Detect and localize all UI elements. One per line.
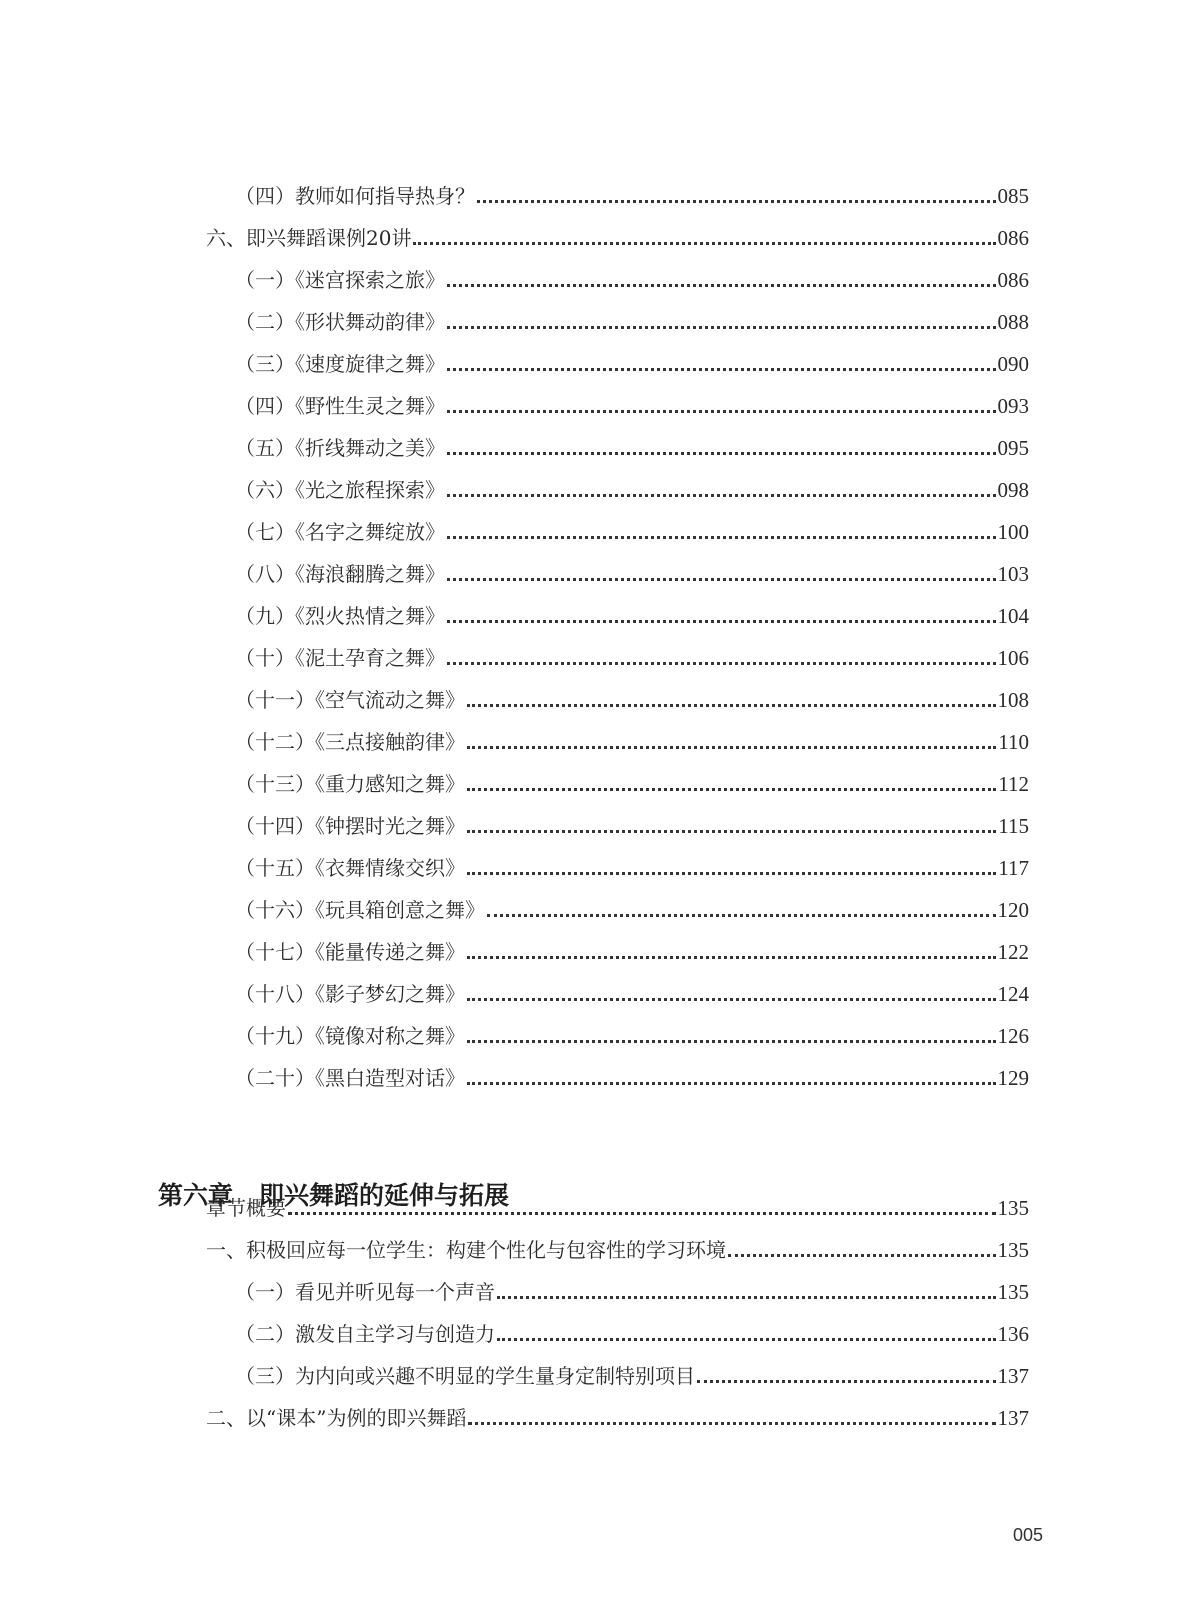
- toc-entry[interactable]: [206, 225, 1029, 251]
- toc-entry[interactable]: [235, 729, 1029, 755]
- toc-entry-page: 135: [997, 1196, 1029, 1220]
- toc-entry-page: 100: [997, 520, 1029, 544]
- toc-entry-label: （二）激发自主学习与创造力: [235, 1322, 495, 1346]
- toc-entry[interactable]: [235, 1023, 1029, 1049]
- dot-leader: [728, 1254, 996, 1257]
- toc-entry-page: 086: [997, 268, 1029, 292]
- toc-entry-page: 104: [997, 604, 1029, 628]
- dot-leader: [447, 536, 996, 539]
- toc-entry[interactable]: [235, 855, 1029, 881]
- dot-leader: [447, 326, 996, 329]
- toc-entry[interactable]: [235, 645, 1029, 671]
- toc-entry[interactable]: [235, 267, 1029, 293]
- toc-entry[interactable]: [235, 771, 1029, 797]
- toc-entry[interactable]: [235, 1321, 1029, 1347]
- toc-entry[interactable]: [206, 1195, 1029, 1221]
- dot-leader: [497, 1296, 996, 1299]
- toc-entry[interactable]: [235, 813, 1029, 839]
- page-number: 005: [1013, 1525, 1044, 1545]
- toc-entry-page: 135: [997, 1238, 1029, 1262]
- toc-entry[interactable]: [235, 309, 1029, 335]
- toc-entry[interactable]: [206, 1237, 1029, 1263]
- toc-entry[interactable]: [235, 351, 1029, 377]
- toc-entry[interactable]: [235, 183, 1029, 209]
- toc-entry-page: 085: [997, 184, 1029, 208]
- toc-entry-label: （十九）《镜像对称之舞》: [235, 1024, 465, 1048]
- dot-leader: [487, 914, 996, 917]
- toc-entry-page: 112: [998, 772, 1029, 796]
- toc-entry-label: （十六）《玩具箱创意之舞》: [235, 898, 485, 922]
- dot-leader: [467, 872, 996, 875]
- toc-entry-page: 093: [997, 394, 1029, 418]
- dot-leader: [447, 368, 996, 371]
- toc-entry-page: 137: [997, 1364, 1029, 1388]
- toc-entry-label: （六）《光之旅程探索》: [235, 478, 445, 502]
- toc-entry-page: 088: [997, 310, 1029, 334]
- dot-leader: [467, 1040, 996, 1043]
- dot-leader: [697, 1380, 996, 1383]
- toc-entry-page: 135: [997, 1280, 1029, 1304]
- toc-entry[interactable]: [235, 393, 1029, 419]
- toc-entry-label: （十七）《能量传递之舞》: [235, 940, 465, 964]
- toc-entry[interactable]: [235, 1065, 1029, 1091]
- toc-entry-page: 129: [997, 1066, 1029, 1090]
- toc-entry-label: （三）为内向或兴趣不明显的学生量身定制特别项目: [235, 1364, 695, 1388]
- dot-leader: [447, 452, 996, 455]
- toc-entry-page: 124: [997, 982, 1029, 1006]
- toc-entry-page: 095: [997, 436, 1029, 460]
- toc-entry-page: 120: [997, 898, 1029, 922]
- toc-entry-page: 115: [998, 814, 1029, 838]
- dot-leader: [468, 1422, 995, 1425]
- dot-leader: [467, 704, 996, 707]
- toc-entry-label: （八）《海浪翻腾之舞》: [235, 562, 445, 586]
- toc-entry-label: 一、积极回应每一位学生：构建个性化与包容性的学习环境: [206, 1238, 726, 1262]
- chapter-title: 即兴舞蹈的延伸与拓展: [259, 1181, 510, 1210]
- dot-leader: [447, 494, 996, 497]
- toc-entry-label: （一）《迷宫探索之旅》: [235, 268, 445, 292]
- toc-entry-page: 122: [997, 940, 1029, 964]
- toc-entry[interactable]: [235, 1363, 1029, 1389]
- dot-leader: [447, 410, 996, 413]
- toc-entry-page: 086: [997, 226, 1029, 250]
- dot-leader: [477, 200, 996, 203]
- toc-entry-page: 090: [997, 352, 1029, 376]
- toc-entry-label: （十八）《影子梦幻之舞》: [235, 982, 465, 1006]
- toc-entry-page: 126: [997, 1024, 1029, 1048]
- toc-entry-label: （七）《名字之舞绽放》: [235, 520, 445, 544]
- toc-entry-page: 137: [997, 1406, 1029, 1430]
- toc-entry-label: （二十）《黑白造型对话》: [235, 1066, 465, 1090]
- toc-entry-label: 章节概要: [206, 1196, 286, 1220]
- toc-entry[interactable]: [235, 603, 1029, 629]
- toc-entry-label: （二）《形状舞动韵律》: [235, 310, 445, 334]
- toc-entry-page: 110: [998, 730, 1029, 754]
- chapter-number: 第六章: [158, 1181, 234, 1210]
- toc-entry-page: 117: [998, 856, 1029, 880]
- toc-entry-label: （九）《烈火热情之舞》: [235, 604, 445, 628]
- toc-entry-label: （一）看见并听见每一个声音: [235, 1280, 495, 1304]
- dot-leader: [447, 620, 996, 623]
- toc-entry[interactable]: [235, 687, 1029, 713]
- toc-entry-label: （十四）《钟摆时光之舞》: [235, 814, 465, 838]
- toc-entry-label: 二、以“课本”为例的即兴舞蹈: [206, 1406, 467, 1430]
- dot-leader: [467, 788, 996, 791]
- dot-leader: [447, 662, 996, 665]
- toc-entry-page: 136: [997, 1322, 1029, 1346]
- toc-entry-page: 103: [997, 562, 1029, 586]
- toc-entry-label: （十）《泥土孕育之舞》: [235, 646, 445, 670]
- toc-entry-label: （三）《速度旋律之舞》: [235, 352, 445, 376]
- toc-entry-label: （四）教师如何指导热身？: [235, 184, 475, 208]
- toc-entry-page: 098: [997, 478, 1029, 502]
- toc-entry-label: （十一）《空气流动之舞》: [235, 688, 465, 712]
- toc-entry-label: （五）《折线舞动之美》: [235, 436, 445, 460]
- toc-entry[interactable]: [235, 981, 1029, 1007]
- dot-leader: [467, 830, 996, 833]
- toc-entry[interactable]: [235, 561, 1029, 587]
- dot-leader: [467, 956, 996, 959]
- toc-entry-page: 108: [997, 688, 1029, 712]
- dot-leader: [447, 284, 996, 287]
- toc-entry-label: （四）《野性生灵之舞》: [235, 394, 445, 418]
- dot-leader: [497, 1338, 996, 1341]
- toc-entry[interactable]: [235, 435, 1029, 461]
- toc-entry[interactable]: [235, 1279, 1029, 1305]
- toc-entry-label: 六、即兴舞蹈课例20讲: [206, 226, 412, 250]
- toc-entry-label: （十二）《三点接触韵律》: [235, 730, 465, 754]
- toc-entry[interactable]: [235, 939, 1029, 965]
- dot-leader: [467, 1082, 996, 1085]
- toc-entry-label: （十五）《衣舞情缘交织》: [235, 856, 465, 880]
- toc-entry[interactable]: [235, 477, 1029, 503]
- dot-leader: [467, 746, 996, 749]
- dot-leader: [288, 1212, 996, 1215]
- dot-leader: [467, 998, 996, 1001]
- toc-entry-page: 106: [997, 646, 1029, 670]
- toc-entry[interactable]: [235, 519, 1029, 545]
- dot-leader: [413, 242, 995, 245]
- toc-entry[interactable]: [206, 1405, 1029, 1431]
- dot-leader: [447, 578, 996, 581]
- toc-entry[interactable]: [235, 897, 1029, 923]
- toc-entry-label: （十三）《重力感知之舞》: [235, 772, 465, 796]
